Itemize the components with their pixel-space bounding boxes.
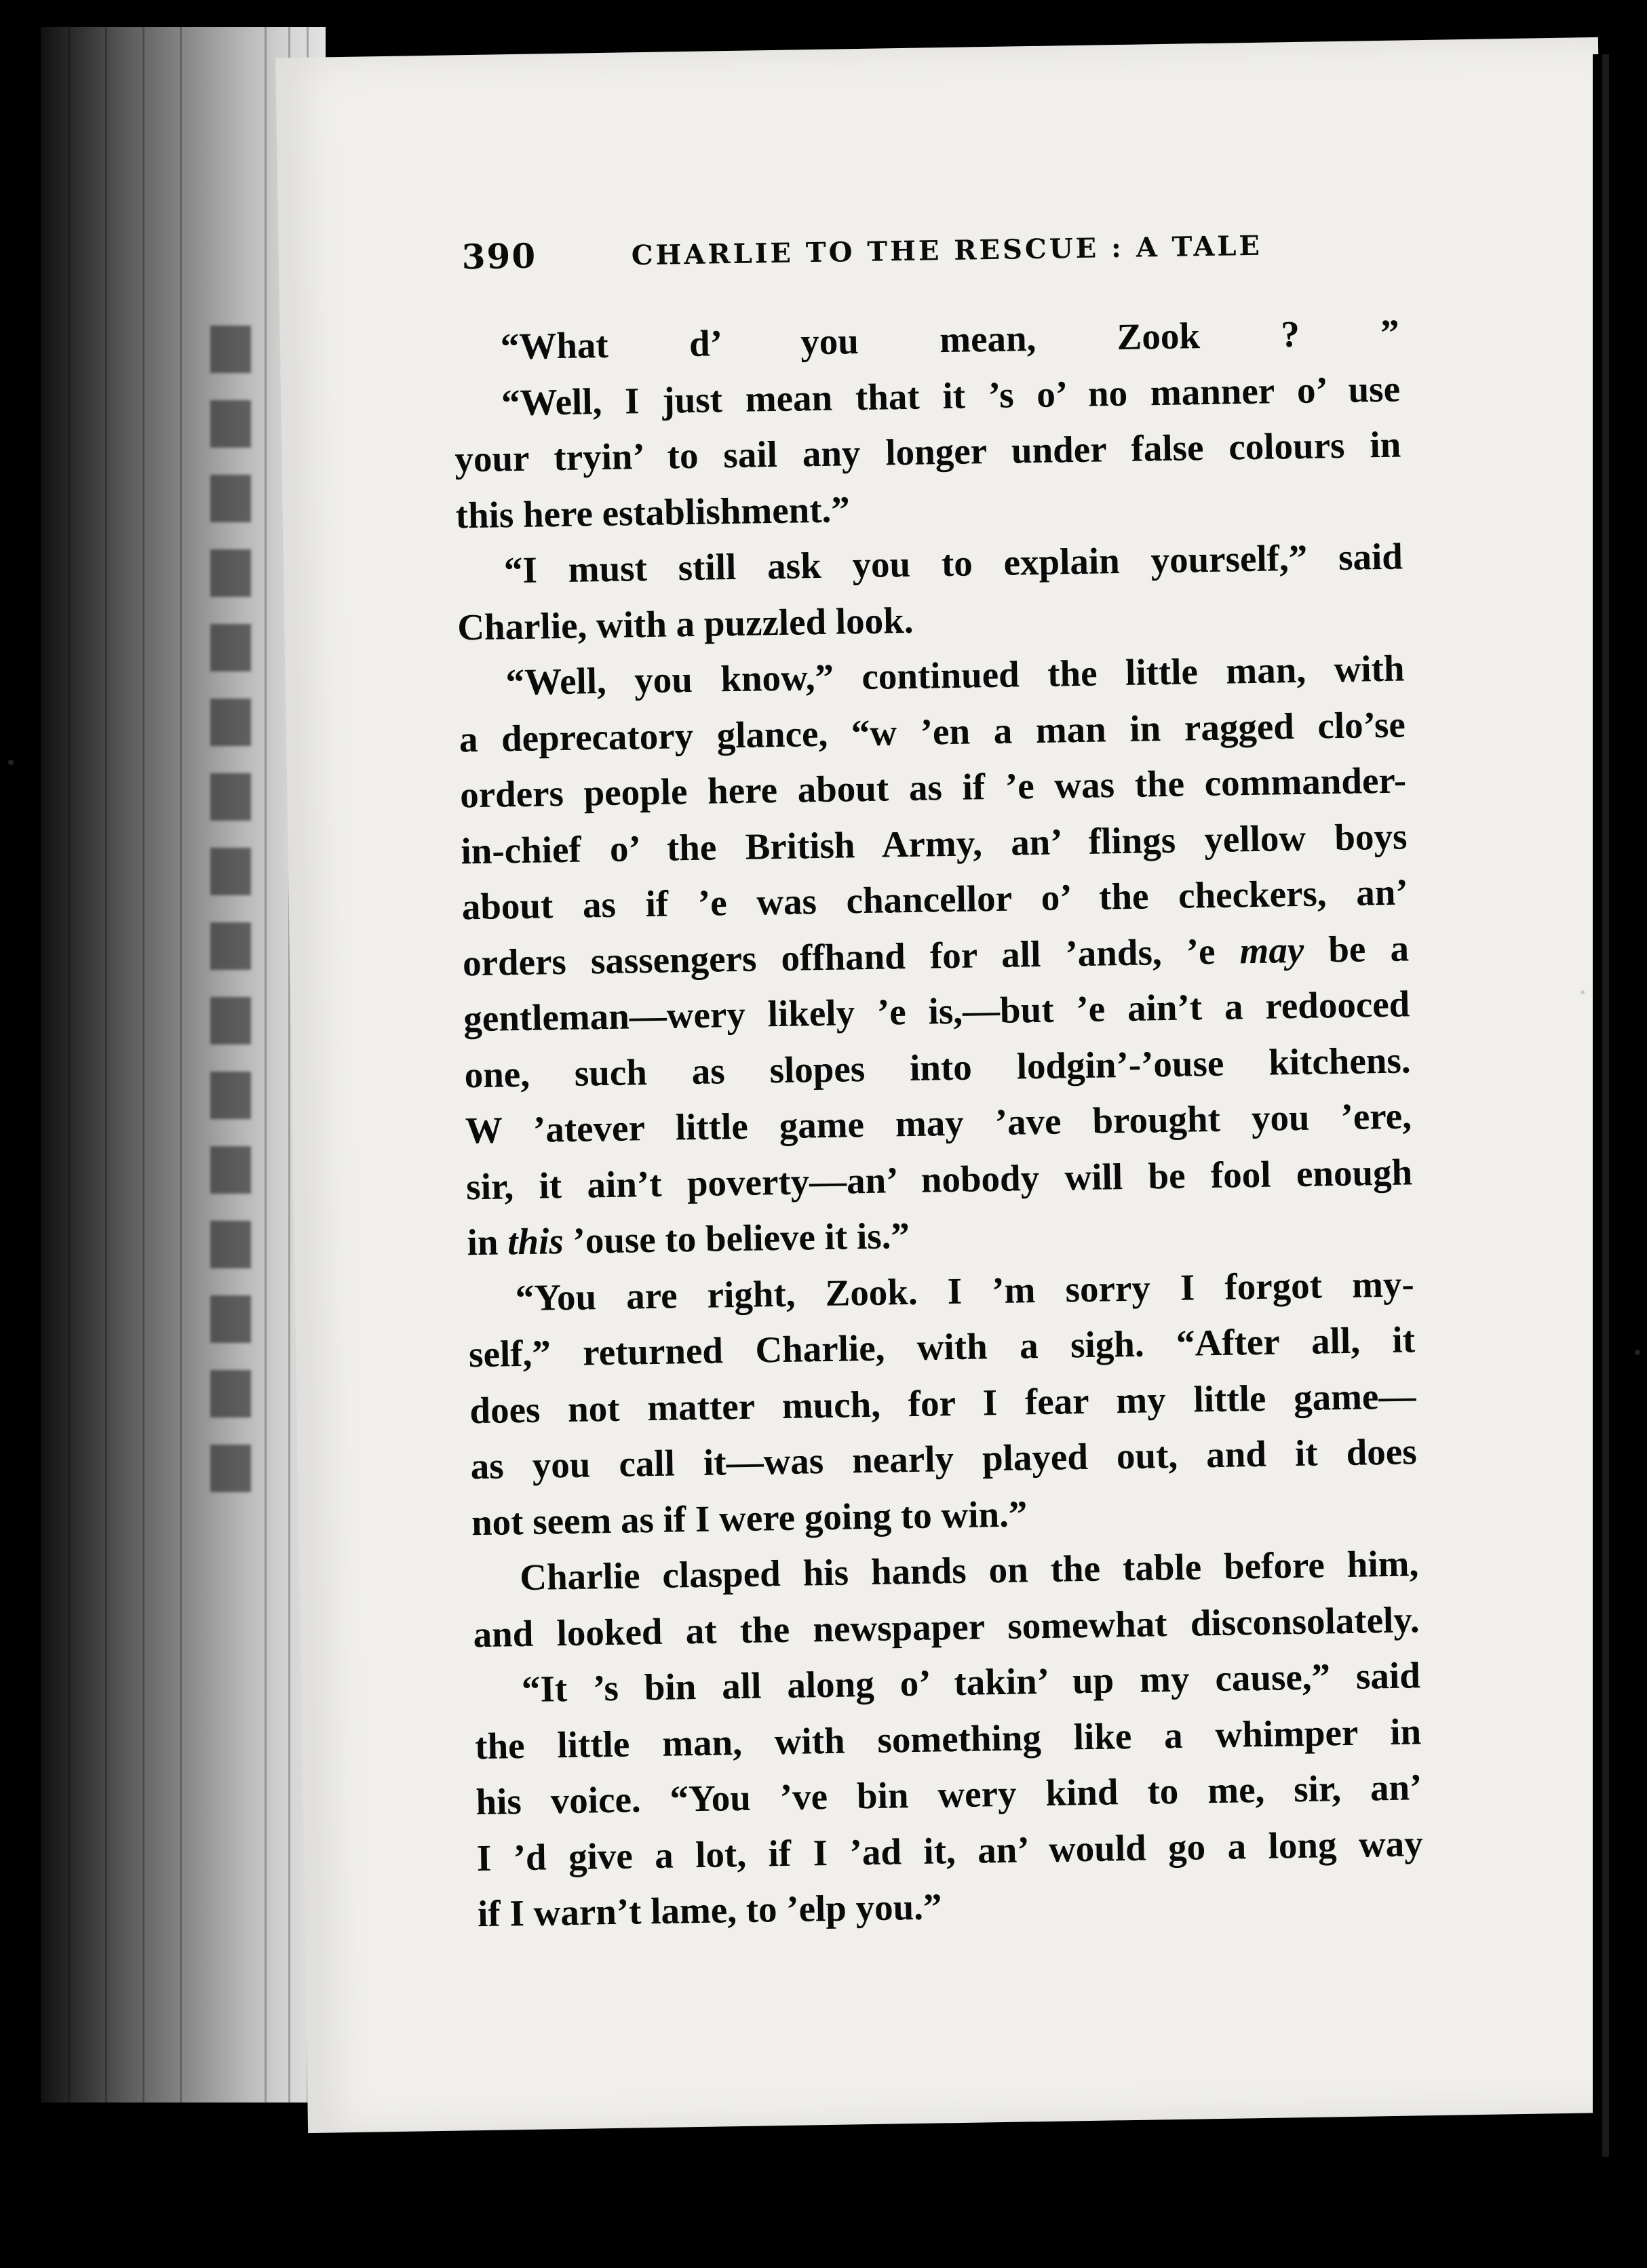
text-segment: his voice. “You ’ve bin wery kind to me, sir, an’ xyxy=(476,1766,1422,1823)
running-head: CHARLIE TO THE RESCUE : A TALE xyxy=(631,229,1263,272)
dust-speck xyxy=(1581,990,1585,994)
text-segment: Charlie clasped his hands on the table before him, xyxy=(519,1542,1419,1599)
page-number: 390 xyxy=(461,235,537,277)
text-segment: in xyxy=(467,1221,508,1264)
text-segment: gentleman—wery likely ’e is,—but ’e ain’t a redooced xyxy=(463,983,1410,1040)
text-segment: “It ’s bin all along o’ takin’ up my cause,” said xyxy=(521,1654,1421,1710)
text-segment: the little man, with something like a whimper in xyxy=(474,1710,1422,1767)
text-segment: self,” returned Charlie, with a sigh. “After all, it xyxy=(468,1318,1416,1375)
text-segment: and looked at the newspaper somewhat disconsolately. xyxy=(473,1598,1420,1655)
text-segment: W ’atever little game may ’ave brought you ’ere, xyxy=(465,1095,1412,1152)
text-segment: not seem as if I were going to win.” xyxy=(471,1492,1028,1543)
text-segment: this here establishment.” xyxy=(455,488,851,536)
text-segment: your tryin’ to sail any longer under false colours in xyxy=(454,423,1401,480)
text-segment: I ’d give a lot, if I ’ad it, an’ would go a long way xyxy=(476,1822,1424,1879)
text-segment: “I must still ask you to explain yourself,” said xyxy=(503,535,1403,591)
text-segment: a deprecatory glance, “w ’en a man in ragged clo’se xyxy=(459,703,1406,760)
text-segment: “What d’ you mean, Zook ? ” xyxy=(500,311,1400,368)
text-segment: sir, it ain’t poverty—an’ nobody will be fool enough xyxy=(465,1150,1413,1207)
text-segment: orders people here about as if ’e was the commander- xyxy=(459,759,1407,816)
right-page-edge xyxy=(1593,54,1647,2157)
bleed-through-marks xyxy=(210,326,251,1519)
dust-speck xyxy=(8,760,14,765)
text-segment: orders sassengers offhand for all ’ands, ’e xyxy=(462,929,1240,983)
text-segment: “You are right, Zook. I ’m sorry I forgot my- xyxy=(515,1262,1415,1318)
text-segment: as you call it—was nearly played out, and it does xyxy=(470,1430,1418,1487)
italic-word: may xyxy=(1239,928,1304,971)
text-segment: one, such as slopes into lodgin’-’ouse kitchens. xyxy=(464,1038,1411,1095)
page-header xyxy=(461,224,1276,284)
text-segment: does not matter much, for I fear my little game— xyxy=(469,1374,1416,1431)
italic-word: this xyxy=(507,1220,564,1263)
text-segment: “Well, I just mean that it ’s o’ no manner o’ use xyxy=(501,368,1401,423)
text-segment: if I warn’t lame, to ’elp you.” xyxy=(477,1885,942,1935)
text-segment: in-chief o’ the British Army, an’ flings yellow boys xyxy=(461,815,1408,872)
text-segment: “Well, you know,” continued the little man, with xyxy=(505,647,1405,703)
text-segment: about as if ’e was chancellor o’ the checkers, an’ xyxy=(461,871,1409,928)
body-text xyxy=(452,305,1424,1942)
text-segment: Charlie, with a puzzled look. xyxy=(457,599,914,648)
dust-speck xyxy=(1635,1350,1640,1355)
text-segment: ’ouse to believe it is.” xyxy=(563,1215,910,1262)
paper-page xyxy=(275,37,1631,2133)
text-segment: be a xyxy=(1303,926,1410,971)
